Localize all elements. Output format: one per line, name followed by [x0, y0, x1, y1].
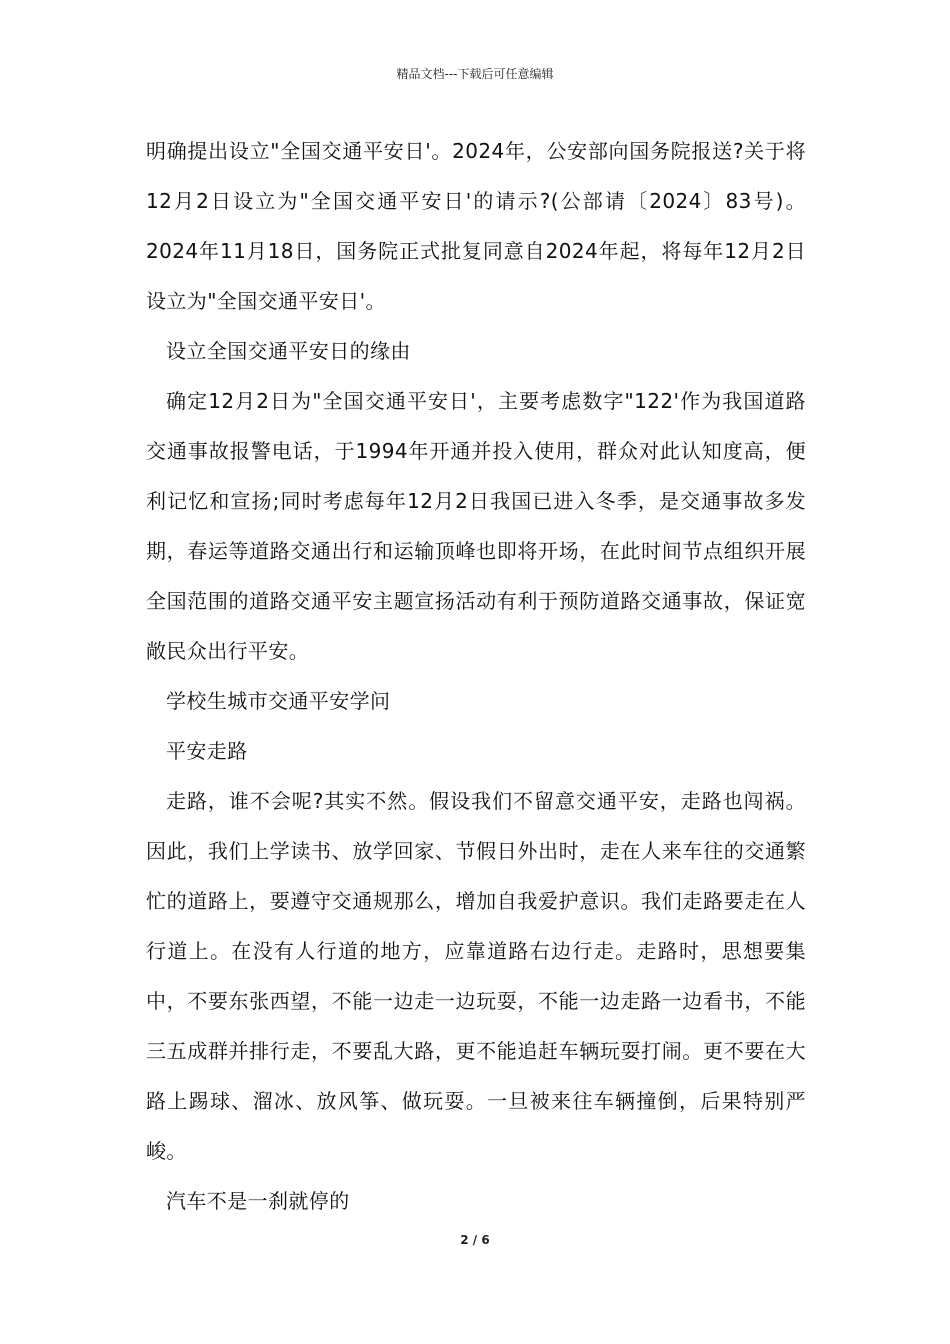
- paragraph-reason: 确定12月2日为"全国交通平安日'，主要考虑数字"122'作为我国道路交通事故报警电话，于1994年开通并投入使用，群众对此认知度高，便利记忆和宣扬;同时考虑每年12月2日我国已进入冬季，是交通事故多发期，春运等道路交通出行和运输顶峰也即将开场，在此时间节点组织开展全国范围的道路交通平安主题宣扬活动有利于预防道路交通事故，保证宽敞民众出行平安。: [146, 389, 806, 663]
- section-heading-knowledge: 学校生城市交通平安学问: [166, 689, 391, 713]
- page-number: 2 / 6: [460, 1233, 490, 1247]
- paragraph-walking: 走路，谁不会呢?其实不然。假设我们不留意交通平安，走路也闯祸。因此，我们上学读书、放学回家、节假日外出时，走在人来车往的交通繁忙的道路上，要遵守交通规那么，增加自我爱护意识。我们走路要走在人行道上。在没有人行道的地方，应靠道路右边行走。走路时，思想要集中，不要东张西望，不能一边走一边玩耍，不能一边走路一边看书，不能三五成群并排行走，不要乱大路，更不能追赶车辆玩耍打闹。更不要在大路上踢球、溜冰、放风筝、做玩耍。一旦被来往车辆撞倒，后果特别严峻。: [146, 789, 806, 1163]
- section-heading-walking: 平安走路: [166, 739, 248, 763]
- document-body: [146, 126, 806, 1226]
- page-header: 精品文档---下载后可任意编辑: [396, 67, 554, 81]
- section-heading-braking: 汽车不是一刹就停的: [166, 1189, 350, 1213]
- paragraph-establishment: 明确提出设立"全国交通平安日'。2024年，公安部向国务院报送?关于将12月2日设立为"全国交通平安日'的请示?(公部请〔2024〕83号)。2024年11月18日，国务院正式批复同意自2024年起，将每年12月2日设立为"全国交通平安日'。: [146, 139, 806, 313]
- section-heading-reason: 设立全国交通平安日的缘由: [166, 339, 411, 363]
